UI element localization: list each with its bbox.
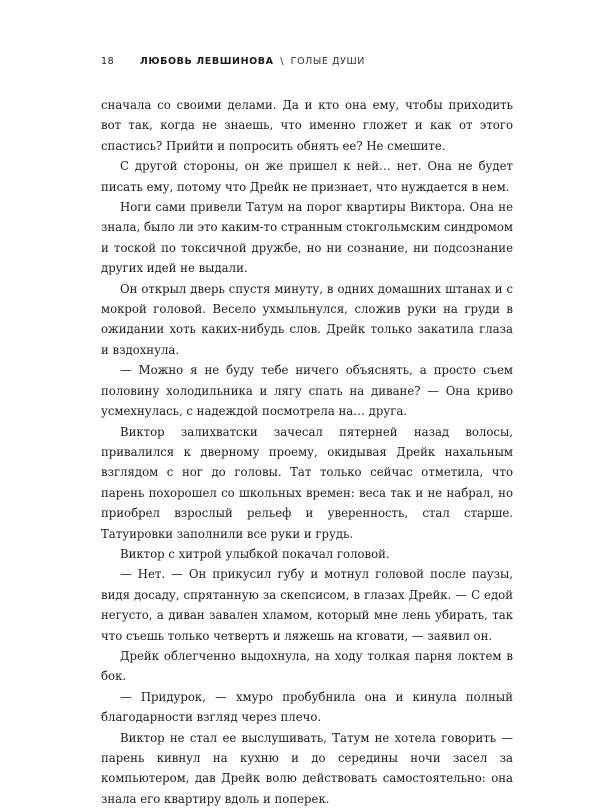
- header-separator: \: [280, 56, 285, 67]
- paragraph: Виктор с хитрой улыбкой покачал головой.: [120, 546, 390, 561]
- page-number: 18: [101, 56, 115, 67]
- running-header: [101, 54, 521, 70]
- book-title: ГОЛЫЕ ДУШИ: [290, 56, 365, 67]
- author-name: ЛЮБОВЬ ЛЕВШИНОВА: [139, 56, 274, 67]
- paragraph: Виктор не стал ее выслушивать, Татум не хотела говорить — парень кивнул на кухню и до середины ночи засел за компьютером, дав Дрейк волю действовать самостоятельно: она знала его квартиру вдоль и поперек.: [101, 730, 513, 806]
- paragraph: — Придурок, — хмуро пробубнила она и кинула полный благодарности взгляд через плечо.: [101, 689, 513, 725]
- paragraph: Виктор залихватски зачесал пятерней назад волосы, привалился к дверному проему, окидывая Дрейк нахальным взглядом с ног до головы. Тат только сейчас отметила, что парень похорошел со школьных времен: веса так и не набрал, но приобрел взрослый рельеф и уверенность, стал старше. Татуировки заполнили все руки и грудь.: [101, 424, 513, 541]
- paragraph: — Нет. — Он прикусил губу и мотнул головой после паузы, видя досаду, спрятанную за скепсисом, в глазах Дрейк. — С едой негусто, а диван завален хламом, который мне лень убирать, так что съешь только четвертъ и ляжешь на кговати, — заявил он.: [101, 567, 513, 643]
- paragraph: сначала со своими делами. Да и кто она ему, чтобы приходить вот так, когда не знаешь, что именно гложет и как от этого спастись? Прийти и попросить обнять ее? Не смешите.: [101, 98, 513, 153]
- body-text: [101, 95, 513, 809]
- paragraph: — Можно я не буду тебе ничего объяснять, а просто съем половину холодильника и лягу спать на диване? — Она криво усмехнулась, с надеждой посмотрела на… друга.: [101, 363, 513, 419]
- paragraph: Ноги сами привели Татум на порог квартиры Виктора. Она не знала, было ли это каким-то странным стокгольмским синдромом и тоской по токсичной дружбе, но ни сознание, ни подсознание других идей не выдали.: [101, 200, 513, 276]
- paragraph: Дрейк облегченно выдохнула, на ходу толкая парня локтем в бок.: [101, 648, 513, 684]
- paragraph: С другой стороны, он же пришел к ней… нет. Она не будет писать ему, потому что Дрейк не признает, что нуждается в нем.: [101, 159, 513, 194]
- paragraph: Он открыл дверь спустя минуту, в одних домашних штанах и с мокрой головой. Весело ухмыльнулся, сложив руки на груди в ожидании хоть каких-нибудь слов. Дрейк только закатила глаза и вздохнула.: [101, 281, 513, 357]
